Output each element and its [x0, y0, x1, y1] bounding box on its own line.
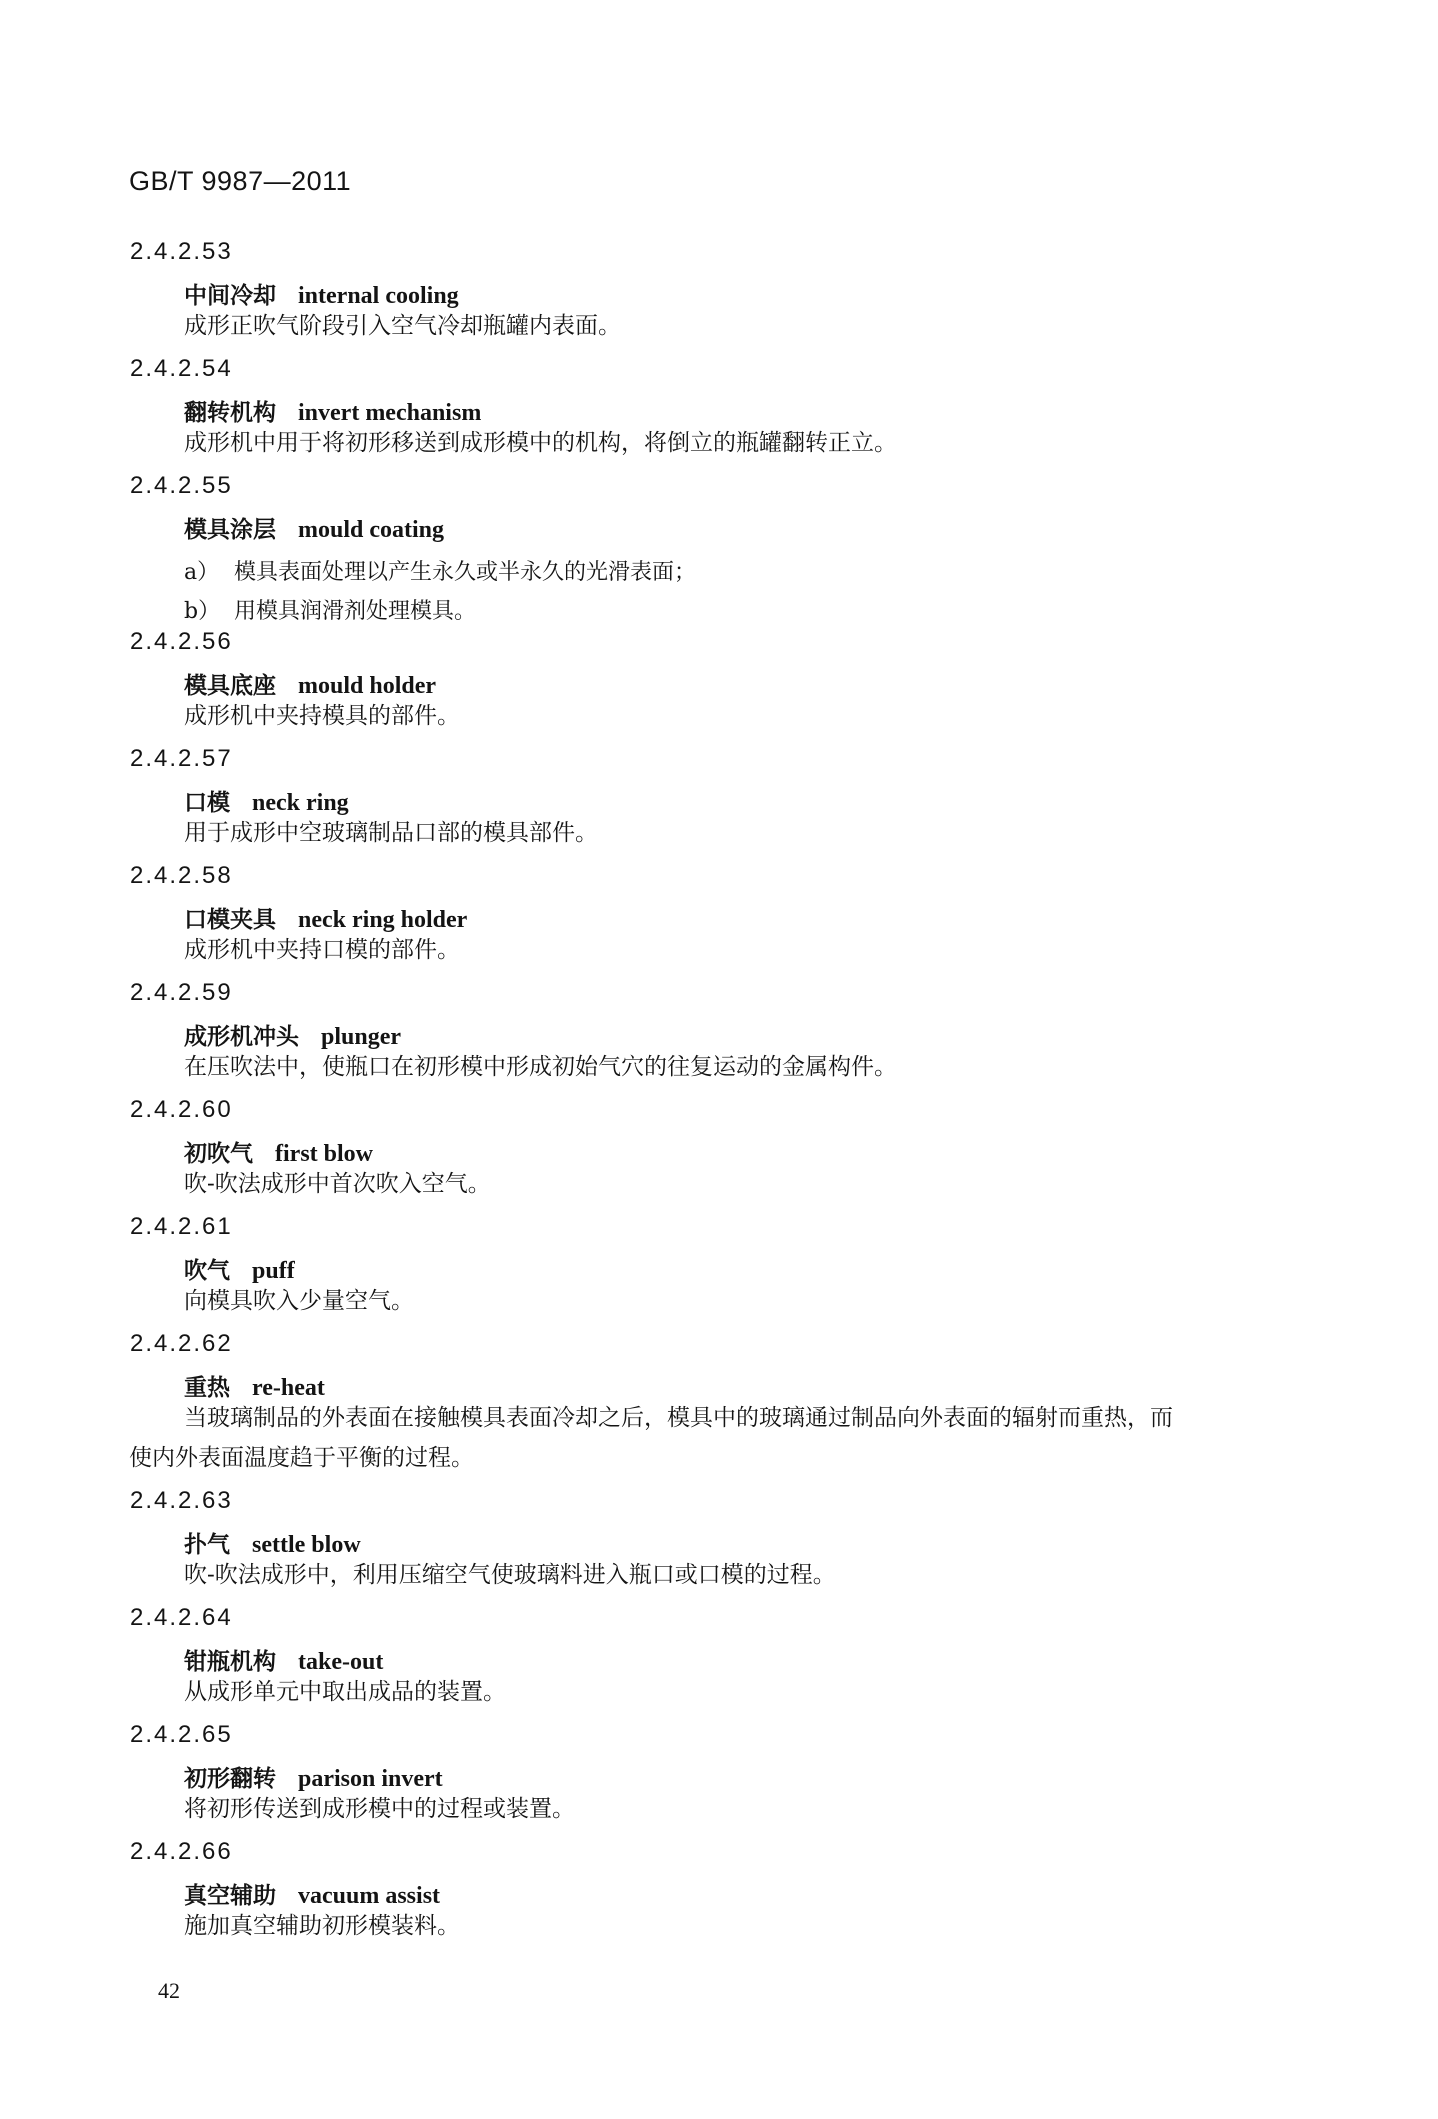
- term-definition: 从成形单元中取出成品的装置。: [184, 1679, 506, 1705]
- term-en: plunger: [321, 1024, 402, 1050]
- term-en: mould holder: [298, 673, 437, 699]
- term-en: mould coating: [298, 517, 445, 543]
- term-cn: 翻转机构: [184, 399, 276, 426]
- term-definition: 吹-吹法成形中，利用压缩空气使玻璃料进入瓶口或口模的过程。: [184, 1562, 836, 1588]
- clause-number: 2.4.2.56: [130, 628, 233, 655]
- term-cn: 真空辅助: [184, 1882, 276, 1909]
- term-title: [184, 511, 444, 544]
- definition-list-item: [184, 555, 696, 586]
- term-definition: 在压吹法中，使瓶口在初形模中形成初始气穴的往复运动的金属构件。: [184, 1054, 897, 1080]
- term-en: neck ring holder: [298, 907, 468, 933]
- term-en: internal cooling: [298, 283, 459, 309]
- term-cn: 吹气: [184, 1257, 230, 1284]
- term-en: first blow: [275, 1141, 373, 1167]
- term-en: settle blow: [252, 1532, 361, 1558]
- term-definition: 将初形传送到成形模中的过程或装置。: [184, 1796, 575, 1822]
- clause-number: 2.4.2.61: [130, 1213, 233, 1240]
- term-en: vacuum assist: [298, 1883, 441, 1909]
- clause-number: 2.4.2.65: [130, 1721, 233, 1748]
- term-cn: 口模: [184, 789, 230, 816]
- term-cn: 成形机冲头: [184, 1023, 299, 1050]
- term-definition: 成形正吹气阶段引入空气冷却瓶罐内表面。: [184, 313, 621, 339]
- clause-number: 2.4.2.58: [130, 862, 233, 889]
- term-cn: 钳瓶机构: [184, 1648, 276, 1675]
- term-definition: 成形机中夹持模具的部件。: [184, 703, 460, 729]
- term-en: invert mechanism: [298, 400, 482, 426]
- term-definition: 用于成形中空玻璃制品口部的模具部件。: [184, 820, 598, 846]
- standard-code-header: GB/T 9987—2011: [129, 166, 352, 196]
- term-definition: 成形机中用于将初形移送到成形模中的机构，将倒立的瓶罐翻转正立。: [184, 430, 897, 456]
- term-definition: 成形机中夹持口模的部件。: [184, 937, 460, 963]
- clause-number: 2.4.2.55: [130, 472, 233, 499]
- clause-number: 2.4.2.62: [130, 1330, 233, 1357]
- list-text: 用模具润滑剂处理模具。: [234, 599, 477, 624]
- term-definition-continued: 使内外表面温度趋于平衡的过程。: [129, 1445, 474, 1471]
- definition-list-item: [184, 594, 476, 625]
- clause-number: 2.4.2.66: [130, 1838, 233, 1865]
- term-cn: 模具底座: [184, 672, 276, 699]
- term-definition: 吹-吹法成形中首次吹入空气。: [184, 1171, 491, 1197]
- term-cn: 初形翻转: [184, 1765, 276, 1792]
- term-definition: 施加真空辅助初形模装料。: [184, 1913, 460, 1939]
- term-en: neck ring: [252, 790, 349, 816]
- clause-number: 2.4.2.63: [130, 1487, 233, 1514]
- term-cn: 口模夹具: [184, 906, 276, 933]
- term-cn: 扑气: [184, 1531, 230, 1558]
- term-cn: 中间冷却: [184, 282, 276, 309]
- term-en: re-heat: [252, 1375, 325, 1401]
- list-marker: b）: [184, 599, 221, 624]
- term-cn: 重热: [184, 1374, 230, 1401]
- list-marker: a）: [184, 560, 220, 585]
- term-en: puff: [252, 1258, 295, 1284]
- clause-number: 2.4.2.57: [130, 745, 233, 772]
- clause-number: 2.4.2.53: [130, 238, 233, 265]
- term-cn: 初吹气: [184, 1140, 253, 1167]
- page-number: 42: [158, 1978, 180, 2003]
- term-en: parison invert: [298, 1766, 443, 1792]
- clause-number: 2.4.2.60: [130, 1096, 233, 1123]
- term-definition: 向模具吹入少量空气。: [184, 1288, 414, 1314]
- term-en: take-out: [298, 1649, 384, 1675]
- list-text: 模具表面处理以产生永久或半永久的光滑表面；: [234, 560, 697, 585]
- term-definition: 当玻璃制品的外表面在接触模具表面冷却之后，模具中的玻璃通过制品向外表面的辐射而重热，而: [184, 1405, 1173, 1431]
- clause-number: 2.4.2.54: [130, 355, 233, 382]
- term-cn: 模具涂层: [184, 516, 276, 543]
- clause-number: 2.4.2.59: [130, 979, 233, 1006]
- clause-number: 2.4.2.64: [130, 1604, 233, 1631]
